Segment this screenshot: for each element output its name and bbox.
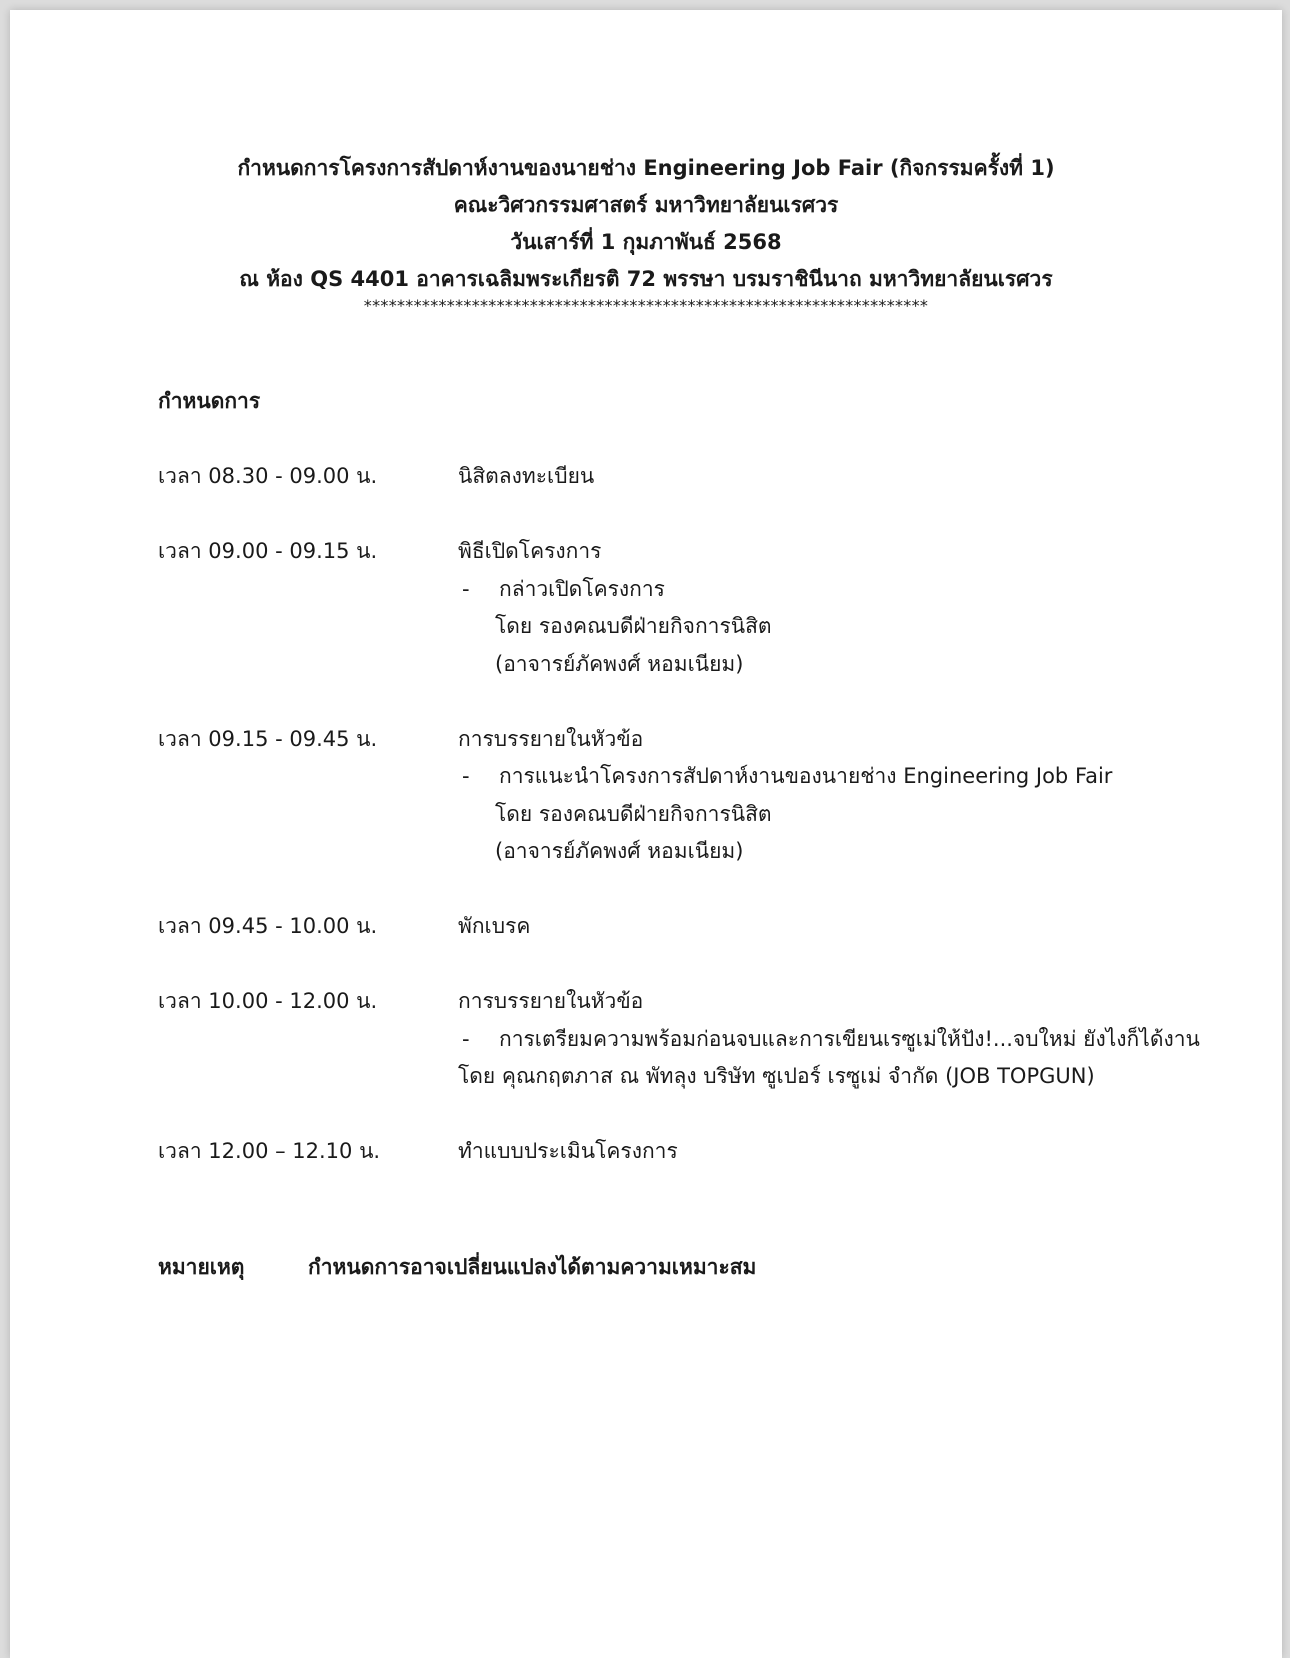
bullet-dash: - (462, 576, 470, 601)
slot-title: พักเบรค (458, 914, 531, 938)
slot-title: ทำแบบประเมินโครงการ (458, 1139, 678, 1163)
header-venue: ณ ห้อง QS 4401 อาคารเฉลิมพระเกียรติ 72 พรรษา บรมราชินีนาถ มหาวิทยาลัยนเรศวร (239, 267, 1053, 291)
slot-body (458, 721, 1208, 871)
slot-title: พิธีเปิดโครงการ (458, 539, 602, 563)
document-page (10, 10, 1282, 1658)
slot-title: นิสิตลงทะเบียน (458, 464, 595, 488)
slot-item-text: การแนะนำโครงการสัปดาห์งานของนายช่าง Engineering Job Fair (499, 764, 1113, 788)
slot-time: เวลา 12.00 – 12.10 น. (158, 1139, 381, 1163)
slot-body (458, 983, 1208, 1096)
slot-time: เวลา 08.30 - 09.00 น. (158, 464, 378, 488)
slot-presenter: โดย คุณกฤตภาส ณ พัทลุง บริษัท ซูเปอร์ เรซูเม่ จำกัด (JOB TOPGUN) (458, 1064, 1095, 1088)
bullet-dash: - (462, 764, 470, 788)
remark-text: กำหนดการอาจเปลี่ยนแปลงได้ตามความเหมาะสม (308, 1255, 757, 1279)
slot-item (458, 758, 1208, 796)
bullet-dash: - (462, 1026, 470, 1051)
header-date: วันเสาร์ที่ 1 กุมภาพันธ์ 2568 (510, 230, 782, 254)
slot-time: เวลา 09.45 - 10.00 น. (158, 914, 378, 938)
agenda-slot (158, 533, 1208, 683)
slot-item-text: การเตรียมความพร้อมก่อนจบและการเขียนเรซูเม่ให้ปัง!...จบใหม่ ยังไงก็ได้งาน (499, 1026, 1200, 1051)
slot-body (458, 458, 1208, 496)
header-separator: ******************************************************************** (363, 296, 929, 315)
slot-time: เวลา 09.15 - 09.45 น. (158, 726, 378, 751)
slot-item-text: กล่าวเปิดโครงการ (499, 576, 665, 601)
header-title: กำหนดการโครงการสัปดาห์งานของนายช่าง Engineering Job Fair (กิจกรรมครั้งที่ 1) (237, 156, 1055, 180)
slot-title: การบรรยายในหัวข้อ (458, 726, 644, 751)
slot-time: เวลา 10.00 - 12.00 น. (158, 989, 378, 1013)
document-header (10, 150, 1282, 316)
agenda-slot (158, 721, 1208, 871)
slot-body (458, 908, 1208, 946)
slot-body (458, 533, 1208, 683)
agenda-slot (158, 1133, 1208, 1171)
slot-presenter: โดย รองคณบดีฝ่ายกิจการนิสิต (495, 801, 772, 826)
slot-time: เวลา 09.00 - 09.15 น. (158, 539, 378, 563)
remark-note (158, 1252, 756, 1282)
agenda-slot (158, 908, 1208, 946)
slot-speaker-name: (อาจารย์ภัคพงศ์ หอมเนียม) (495, 839, 744, 863)
agenda-slot (158, 458, 1208, 496)
agenda-list (158, 458, 1208, 1208)
agenda-heading: กำหนดการ (158, 389, 261, 413)
slot-item (458, 1021, 1208, 1059)
slot-item (458, 571, 1208, 609)
slot-title: การบรรยายในหัวข้อ (458, 989, 644, 1013)
remark-label: หมายเหตุ (158, 1255, 245, 1279)
header-faculty: คณะวิศวกรรมศาสตร์ มหาวิทยาลัยนเรศวร (453, 193, 839, 217)
agenda-slot (158, 983, 1208, 1096)
slot-speaker-name: (อาจารย์ภัคพงศ์ หอมเนียม) (495, 651, 744, 676)
slot-body (458, 1133, 1208, 1171)
slot-presenter: โดย รองคณบดีฝ่ายกิจการนิสิต (495, 614, 772, 638)
